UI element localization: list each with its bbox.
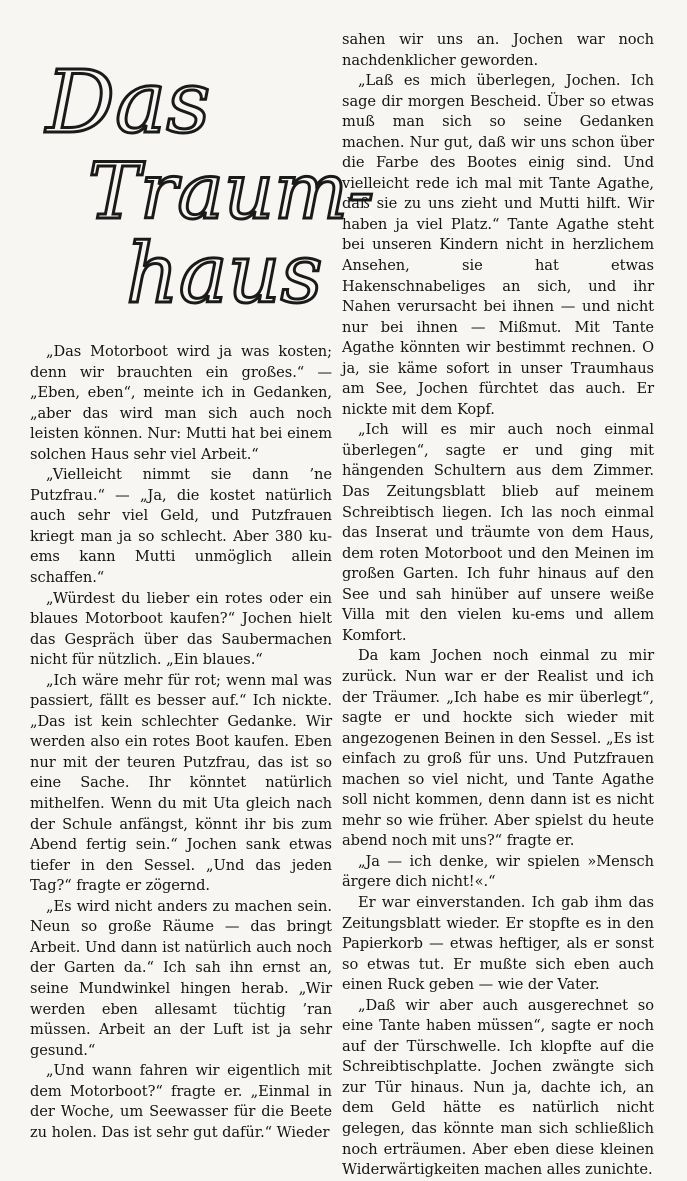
- handwritten-title: [22, 40, 375, 330]
- title-line-2: Traum-: [88, 147, 375, 237]
- article-title: [22, 40, 375, 330]
- paragraph: Er war einverstanden. Ich gab ihm das Zeitungsblatt wieder. Er stopfte es in den Papierkorb — etwas heftiger, als er sonst so etwas tut. Er mußte sich eben auch einen Ruck geben — wie der Vater.: [342, 893, 654, 994]
- paragraph: „Ich wäre mehr für rot; wenn mal was passiert, fällt es besser auf.“ Ich nickte. „Das ist kein schlechter Gedanke. Wir werden also ein rotes Boot kaufen. Eben nur mit der teuren Putzfrau, das ist so eine Sache. Ihr könntet natürlich mithelfen. Wenn du mit Uta gleich nach der Schule anfängst, könnt ihr bis zum Abend fertig sein.“ Jochen sank etwas tiefer in den Sessel. „Und das jeden Tag?“ fragte er zögernd.: [30, 671, 332, 895]
- title-line-1: Das: [46, 53, 211, 153]
- paragraph: „Und wann fahren wir eigentlich mit dem Motorboot?“ fragte er. „Einmal in der Woche, um Seewasser für die Beete zu holen. Das ist sehr gut dafür.“ Wieder: [30, 1062, 332, 1141]
- right-column: [342, 30, 654, 1181]
- paragraph: „Laß es mich überlegen, Jochen. Ich sage dir morgen Bescheid. Über so etwas muß man sich so seine Gedanken machen. Nur gut, daß wir uns schon über die Farbe des Bootes einig sind. Und vielleicht rede ich mal mit Tante Agathe, daß sie zu uns zieht und Mutti hilft. Wir haben ja viel Platz.“ Tante Agathe steht bei unseren Kindern nicht in herzlichem Ansehen, sie hat etwas Hakenschnabeliges an sich, und ihr Nahen verursacht bei ihnen — und nicht nur bei ihnen — Mißmut. Mit Tante Agathe könnten wir bestimmt rechnen. O ja, sie käme sofort in unser Traumhaus am See, Jochen fürchtet das auch. Er nickte mit dem Kopf.: [342, 72, 654, 418]
- paragraph: Da kam Jochen noch einmal zu mir zurück. Nun war er der Realist und ich der Träumer. „Ich habe es mir überlegt“, sagte er und hockte sich wieder mit angezogenen Beinen in den Sessel. „Es ist einfach zu groß für uns. Und Putzfrauen machen so viel nicht, und Tante Agathe soll nicht kommen, denn dann ist es nicht mehr so wie früher. Aber spielst du heute abend noch mit uns?“ fragte er.: [342, 647, 654, 850]
- paragraph-continued: sahen wir uns an. Jochen war noch nachdenklicher geworden.: [342, 31, 654, 69]
- paragraph: „Es wird nicht anders zu machen sein. Neun so große Räume — das bringt Arbeit. Und dann ist natürlich auch noch der Garten da.“ Ich sah ihn ernst an, seine Mundwinkel hingen herab. „Wir werden eben allesamt tüchtig ’ran müssen. Arbeit an der Luft ist ja sehr gesund.“: [30, 897, 332, 1059]
- left-column: [30, 342, 332, 1143]
- paragraph: „Würdest du lieber ein rotes oder ein blaues Motorboot kaufen?“ Jochen hielt das Gespräch über das Saubermachen nicht für nützlich. „Ein blaues.“: [30, 589, 332, 669]
- paragraph: „Ich will es mir auch noch einmal überlegen“, sagte er und ging mit hängenden Schultern aus dem Zimmer. Das Zeitungsblatt blieb auf meinem Schreibtisch liegen. Ich las noch einmal das Inserat und träumte von dem Haus, dem roten Motorboot und den Meinen im großen Garten. Ich fuhr hinaus auf den See und sah hinüber auf unsere weiße Villa mit den vielen ku-ems und allem Komfort.: [342, 421, 654, 644]
- paragraph: „Vielleicht nimmt sie dann ’ne Putzfrau.“ — „Ja, die kostet natürlich auch sehr viel Geld, und Putzfrauen kriegt man ja so schlecht. Aber 380 ku-ems kann Mutti unmöglich allein schaffen.“: [30, 466, 332, 587]
- paragraph: „Das Motorboot wird ja was kosten; denn wir brauchten ein großes.“ — „Eben, eben“, meinte ich in Gedanken, „aber das wird man sich auch noch leisten können. Nur: Mutti hat bei einem solchen Haus sehr viel Arbeit.“: [30, 343, 332, 463]
- paragraph: „Daß wir aber auch ausgerechnet so eine Tante haben müssen“, sagte er noch auf der Türschwelle. Ich klopfte auf die Schreibtischplatte. Jochen zwängte sich zur Tür hinaus. Nun ja, dachte ich, an dem Geld hätte es natürlich nicht gelegen, das könnte man sich schließlich noch erträumen. Aber eben diese kleinen Widerwärtigkeiten machen alles zunichte.: [342, 996, 654, 1179]
- paragraph: „Ja — ich denke, wir spielen »Mensch ärgere dich nicht!«.“: [342, 852, 654, 891]
- title-line-3: haus: [126, 227, 323, 322]
